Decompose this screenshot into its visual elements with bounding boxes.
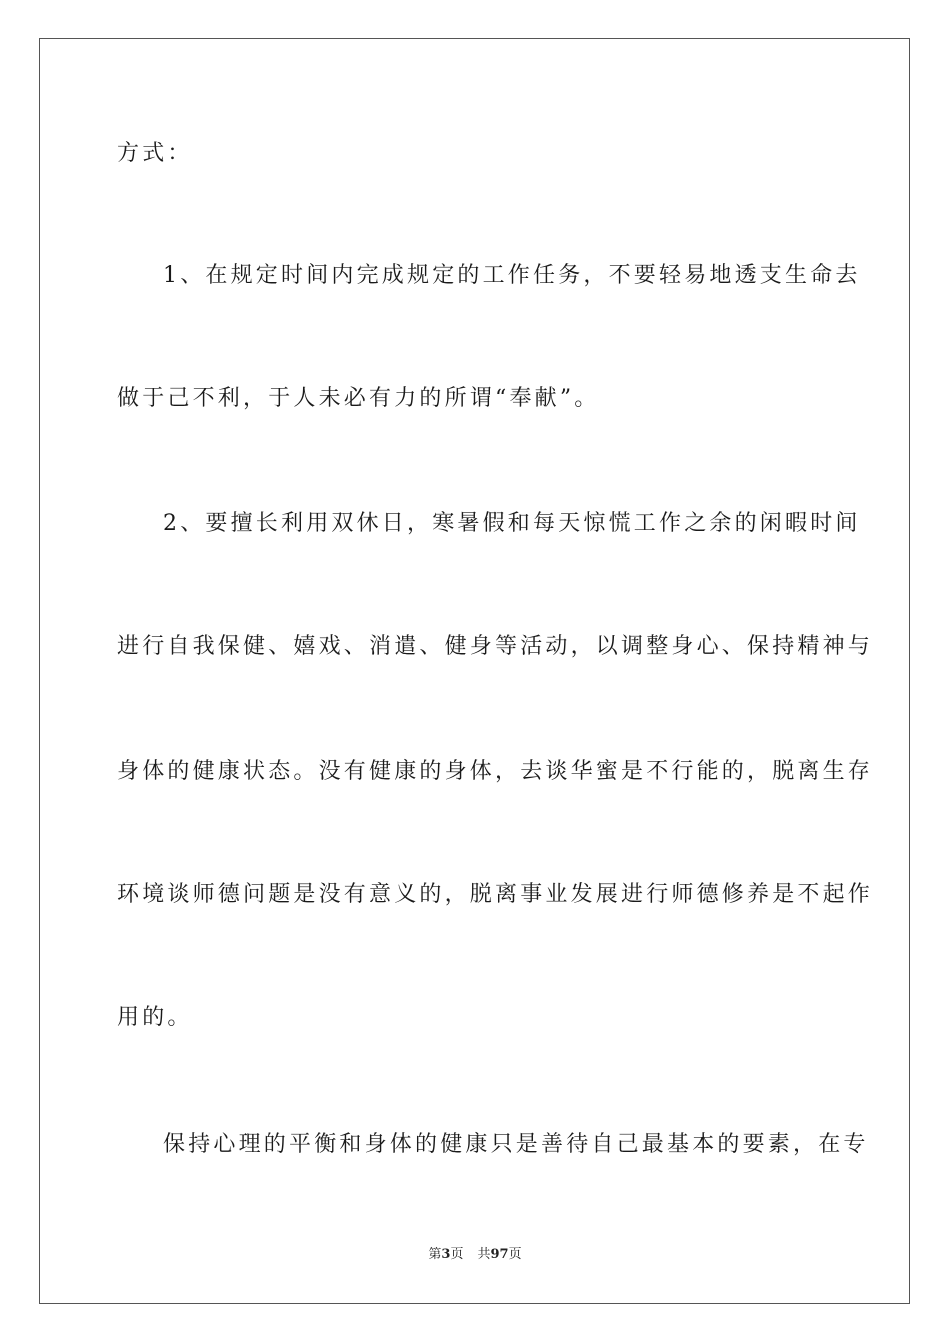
page-border — [39, 38, 910, 1304]
total-label-prefix: 共 — [477, 1247, 491, 1262]
paragraph-line: 2、要擅长利用双休日，寒暑假和每天惊慌工作之余的闲暇时间 — [163, 511, 861, 536]
paragraph-line: 1、在规定时间内完成规定的工作任务，不要轻易地透支生命去 — [163, 263, 861, 288]
current-page-number: 3 — [441, 1247, 451, 1262]
page-label-suffix: 页 — [450, 1247, 464, 1262]
page-label-prefix: 第 — [428, 1247, 442, 1262]
page-footer — [0, 1246, 950, 1264]
paragraph-line: 保持心理的平衡和身体的健康只是善待自己最基本的要素，在专 — [163, 1132, 869, 1157]
paragraph-line: 方式： — [117, 141, 193, 166]
paragraph-line: 身体的健康状态。没有健康的身体，去谈华蜜是不行能的，脱离生存 — [117, 759, 874, 784]
paragraph-line: 用的。 — [117, 1005, 193, 1030]
paragraph-line: 做于己不利，于人未必有力的所谓“奉献”。 — [117, 386, 600, 411]
total-label-suffix: 页 — [508, 1247, 522, 1262]
paragraph-line: 进行自我保健、嬉戏、消遣、健身等活动，以调整身心、保持精神与 — [117, 634, 874, 659]
paragraph-line: 环境谈师德问题是没有意义的，脱离事业发展进行师德修养是不起作 — [117, 882, 874, 907]
total-page-count: 97 — [490, 1247, 509, 1262]
